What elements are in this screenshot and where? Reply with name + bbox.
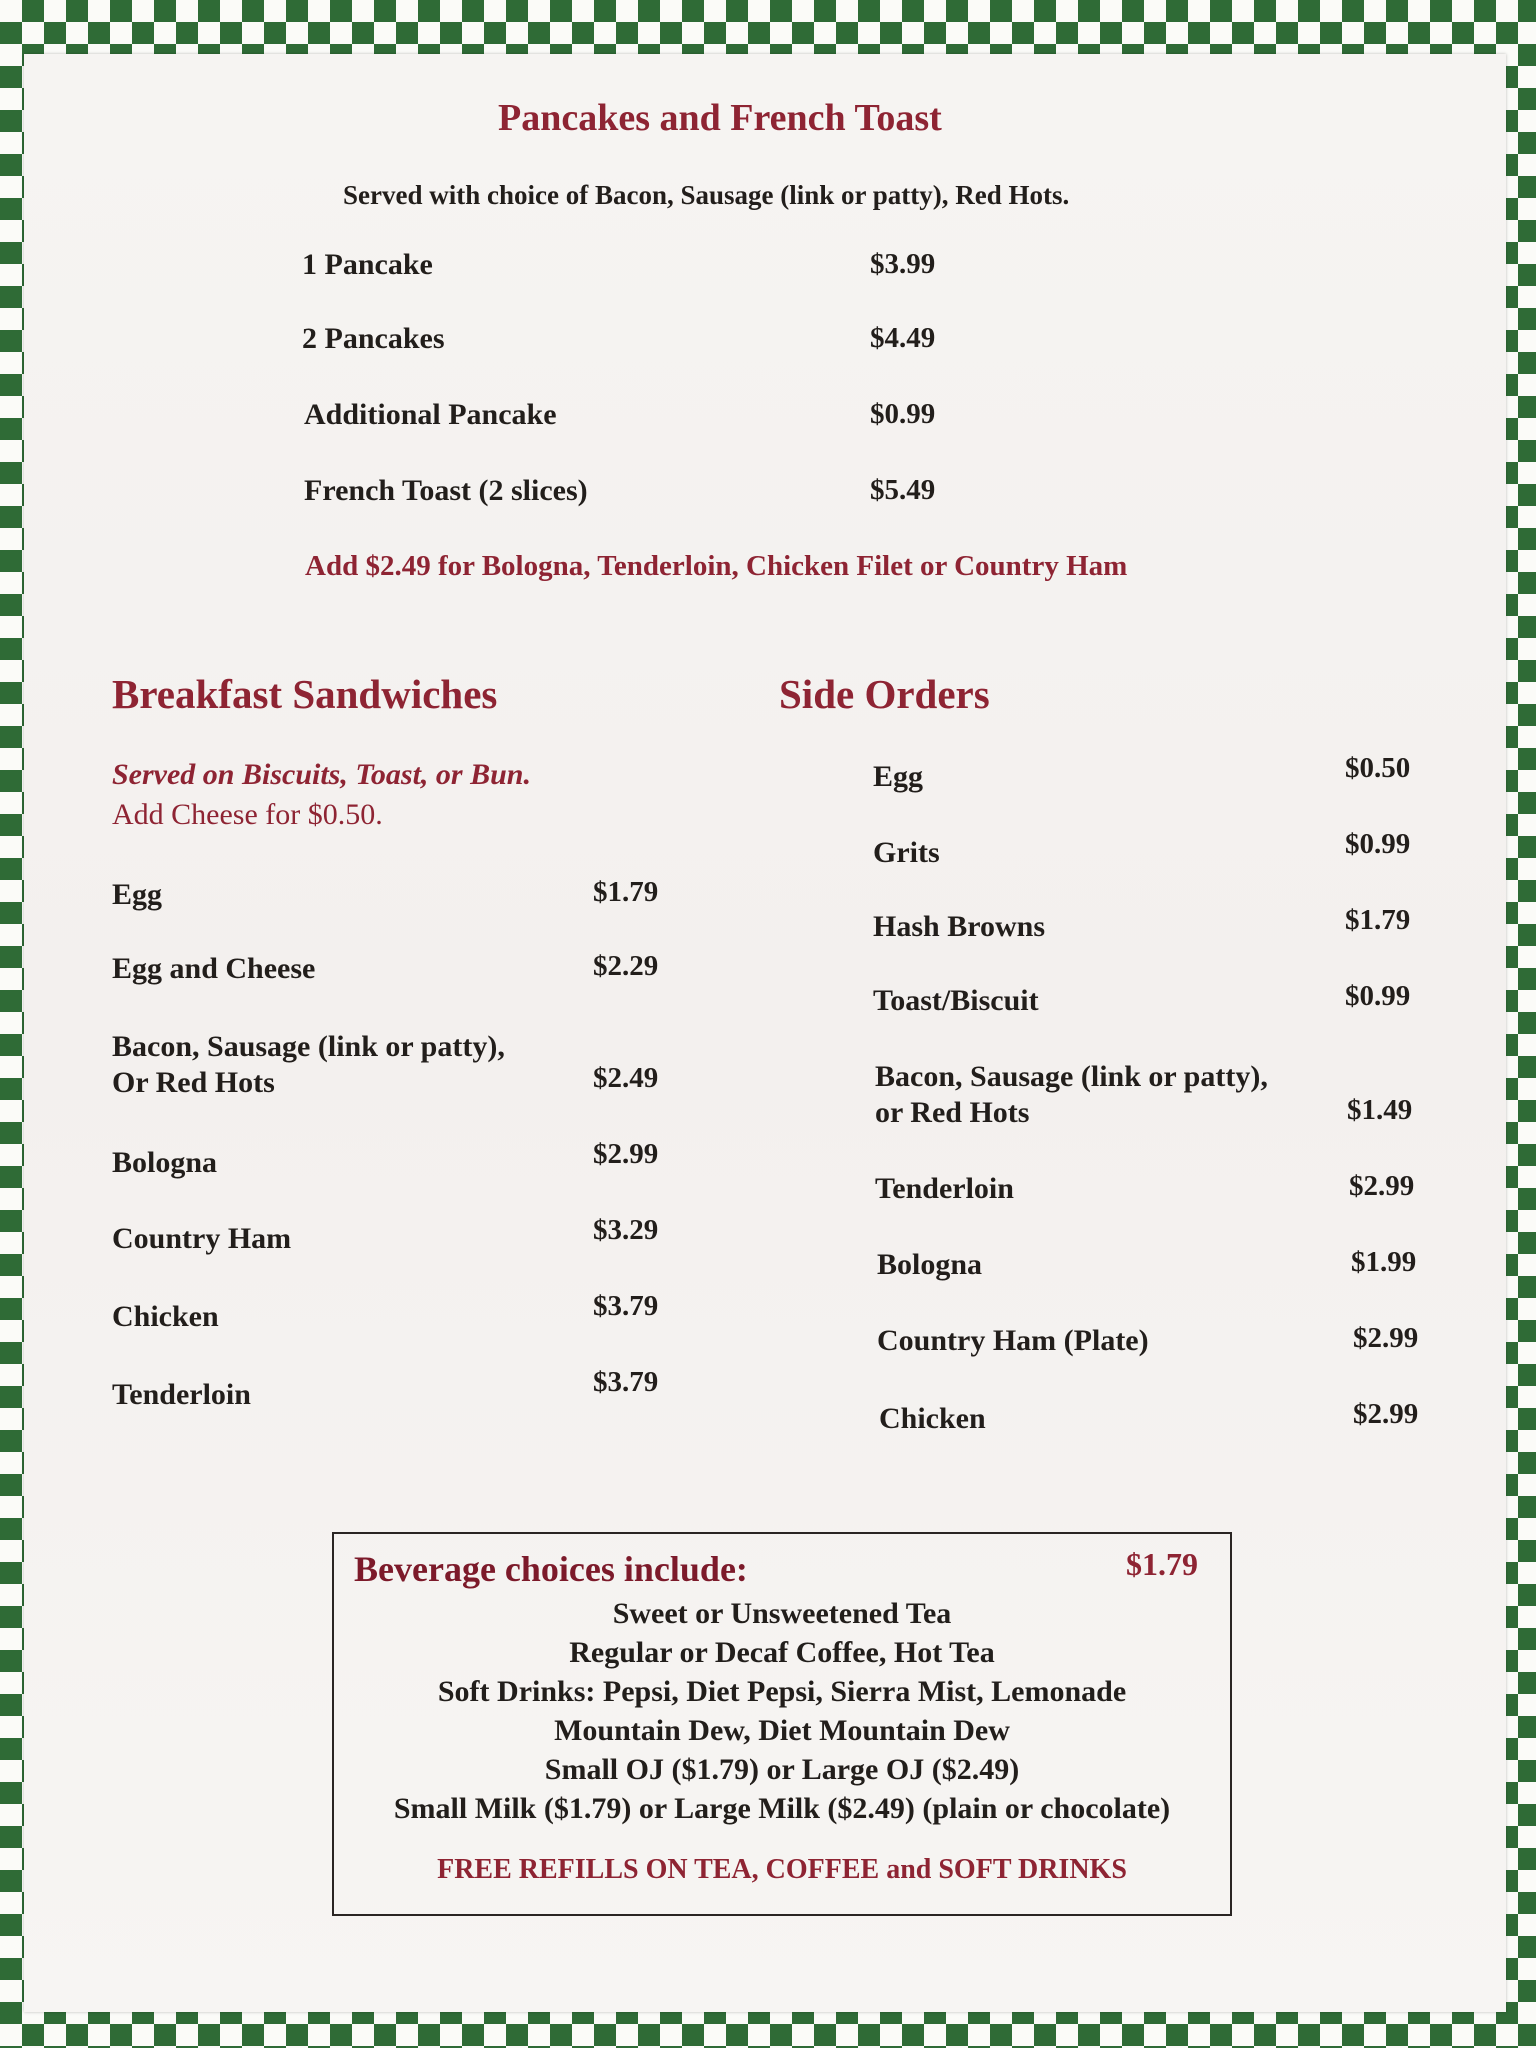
side-item-name: Bacon, Sausage (link or patty), (875, 1060, 1268, 1093)
sandwich-item-name: Bacon, Sausage (link or patty), (112, 1030, 505, 1063)
pancake-item-name: 1 Pancake (302, 248, 433, 281)
pancake-item-price: $4.49 (870, 322, 936, 354)
side-item-price: $0.99 (1345, 828, 1411, 860)
beverage-box (332, 1532, 1232, 1916)
beverage-line: Mountain Dew, Diet Mountain Dew (554, 1714, 1010, 1747)
pancakes-title: Pancakes and French Toast (498, 97, 942, 139)
sandwich-item-name: Bologna (112, 1146, 218, 1179)
side-item-name: Chicken (879, 1402, 986, 1435)
pancake-item-price: $5.49 (870, 474, 936, 506)
pancake-item-price: $0.99 (870, 398, 936, 430)
free-refills-note: FREE REFILLS ON TEA, COFFEE and SOFT DRINKS (437, 1854, 1127, 1885)
sandwich-item-name: Tenderloin (112, 1378, 251, 1411)
sandwich-item-name: Country Ham (112, 1222, 292, 1255)
sandwich-item-price: $3.29 (593, 1214, 659, 1246)
pancake-item-name: Additional Pancake (304, 398, 557, 431)
sandwich-item-name: Chicken (112, 1300, 219, 1333)
sandwiches-served-note: Served on Biscuits, Toast, or Bun. (112, 758, 531, 791)
pancake-item-price: $3.99 (870, 248, 936, 280)
beverage-list (334, 1594, 1230, 1828)
side-item-price: $2.99 (1353, 1398, 1419, 1430)
side-item-name: Egg (873, 760, 924, 793)
side-item-name: Grits (873, 836, 940, 869)
sandwich-item-price: $3.79 (593, 1366, 659, 1398)
side-item-price: $1.99 (1351, 1246, 1417, 1278)
beverage-line: Soft Drinks: Pepsi, Diet Pepsi, Sierra Mist, Lemonade (437, 1675, 1127, 1708)
side-item-price: $1.79 (1345, 904, 1411, 936)
side-item-price: $1.49 (1347, 1094, 1413, 1126)
side-item-name: Hash Browns (873, 910, 1046, 943)
menu-sheet (24, 54, 1506, 2012)
sandwich-item-price: $2.49 (593, 1062, 659, 1094)
beverage-price: $1.79 (1126, 1546, 1198, 1582)
sandwich-item-name-line2: Or Red Hots (112, 1066, 275, 1099)
sandwich-item-price: $2.99 (593, 1138, 659, 1170)
sandwich-item-price: $1.79 (593, 876, 659, 908)
side-item-name: Tenderloin (875, 1172, 1014, 1205)
pancake-item-name: French Toast (2 slices) (304, 474, 588, 507)
beverage-line: Sweet or Unsweetened Tea (612, 1597, 952, 1630)
side-item-name: Bologna (877, 1248, 983, 1281)
beverage-line: Small Milk ($1.79) or Large Milk ($2.49) (plain or chocolate) (393, 1792, 1171, 1825)
sandwiches-title: Breakfast Sandwiches (112, 671, 498, 717)
side-item-name-line2: or Red Hots (875, 1096, 1030, 1129)
side-item-name: Country Ham (Plate) (877, 1324, 1149, 1357)
sandwich-item-price: $2.29 (593, 950, 659, 982)
side-item-price: $0.99 (1345, 980, 1411, 1012)
sandwich-item-name: Egg (112, 878, 163, 911)
pancakes-subtitle: Served with choice of Bacon, Sausage (link or patty), Red Hots. (343, 180, 1070, 210)
sandwich-item-name: Egg and Cheese (112, 952, 316, 985)
beverage-line: Regular or Decaf Coffee, Hot Tea (569, 1636, 995, 1669)
sandwiches-cheese-note: Add Cheese for $0.50. (112, 798, 383, 831)
sides-title: Side Orders (779, 671, 990, 717)
beverage-line: Small OJ ($1.79) or Large OJ ($2.49) (544, 1753, 1020, 1786)
pancakes-addon-note: Add $2.49 for Bologna, Tenderloin, Chicken Filet or Country Ham (305, 550, 1128, 582)
sandwich-item-price: $3.79 (593, 1290, 659, 1322)
pancake-item-name: 2 Pancakes (302, 322, 445, 355)
side-item-price: $0.50 (1345, 752, 1411, 784)
side-item-price: $2.99 (1349, 1170, 1415, 1202)
beverage-title: Beverage choices include: (354, 1549, 748, 1589)
side-item-name: Toast/Biscuit (873, 984, 1039, 1017)
side-item-price: $2.99 (1353, 1322, 1419, 1354)
